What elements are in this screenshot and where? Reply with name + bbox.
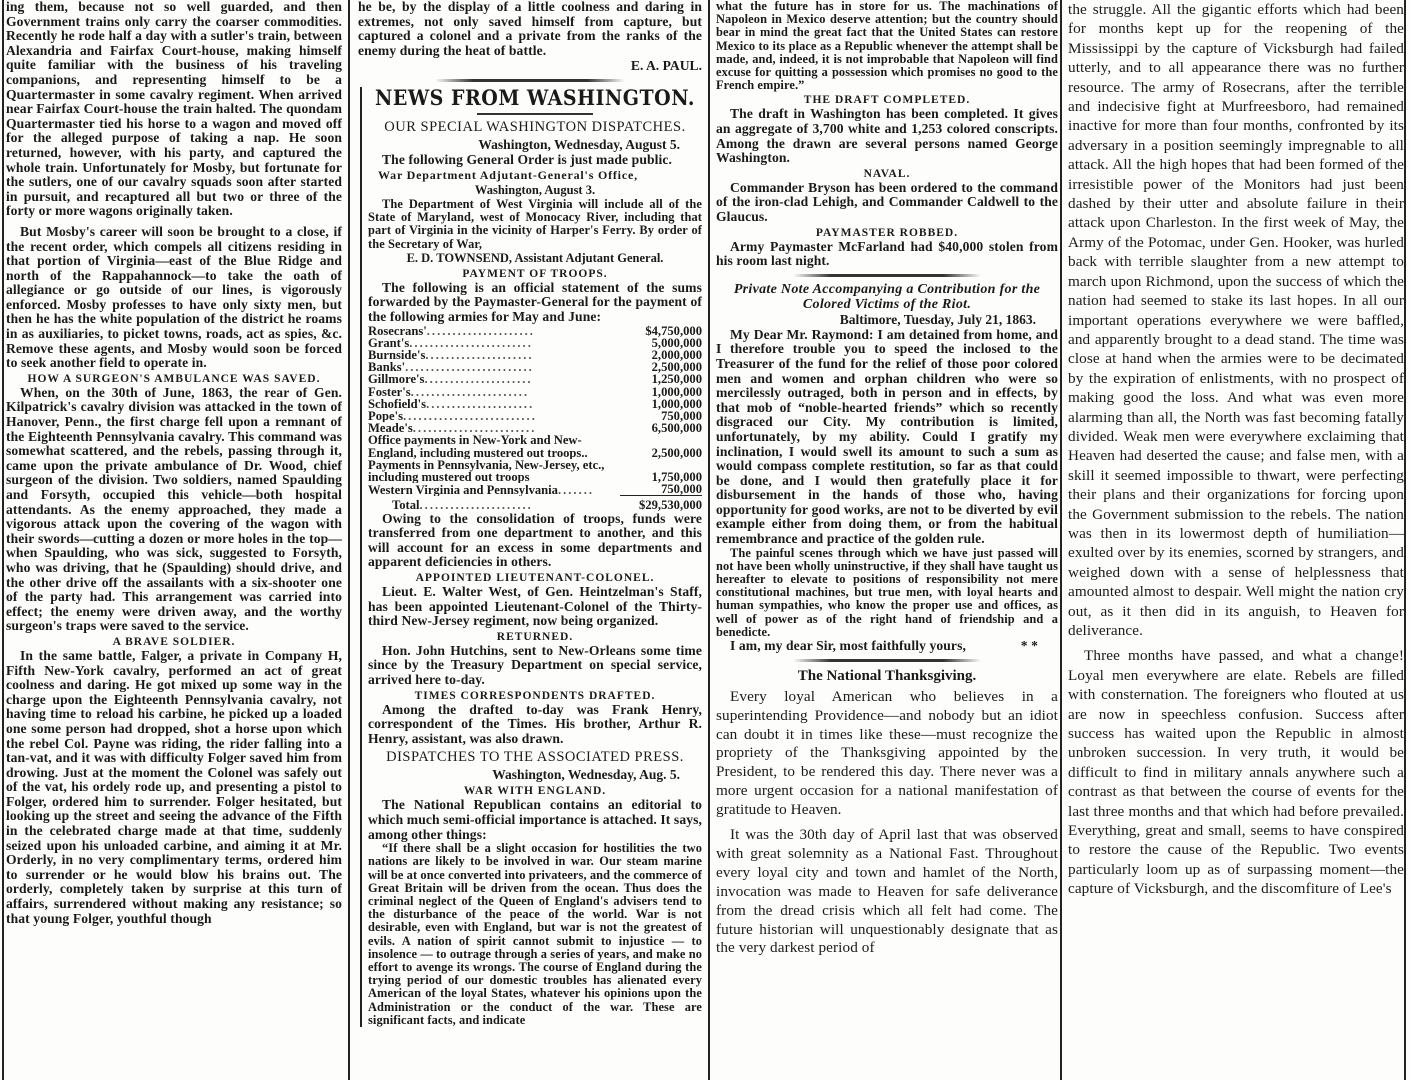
order-place: Washington, August 3. — [474, 182, 596, 197]
article-title: The National Thanksgiving. — [797, 667, 977, 684]
quoted-editorial: what the future has in store for us. The machinations of Napoleon in Mexico deserve attention; but the country should bear in mind the great fact that the United States can restore Mexico to its place as a Republic whenever the attempt shall be made, and, indeed, it is not improbable that Napoleon will find excuse for quitting a possession which promises no good to the French empire.” — [716, 0, 1058, 93]
order-text: The Department of West Virginia will include all of the State of Maryland, west of Monocacy River, including that part of Virginia in the vicinity of Harper's Ferry. By order of the Secretary of War, — [368, 196, 702, 251]
article-paragraph: Three months have passed, and what a change! Loyal men everywhere are elate. Rebels are filled with consternation. The foreigners who flouted at us are now in speechless confusion. Success after success has waited upon the Republic in almost unbroken succession. In very truth, it would be difficult to find in military annals anywhere such a contrast as that between the course of events for the last three months and that which had before prevailed. Everything, great and small, seems to have conspired to restore the cause of the Republic. Two events particularly loom up as of surpassing moment—the capture of Vicksburgh, and the discomfiture of Lee's — [1068, 647, 1404, 898]
section-heading: THE DRAFT COMPLETED. — [803, 94, 971, 107]
table-row: Schofield's..................... 1,000,000 — [368, 396, 702, 411]
article-title: Private Note Accompanying a Contribution for the Colored Victims of the Riot. — [733, 281, 1041, 312]
section-heading: DISPATCHES TO THE ASSOCIATED PRESS. — [386, 749, 684, 766]
article-paragraph: The following General Order is just made public. — [382, 152, 673, 168]
news-from-washington-section — [360, 87, 702, 1027]
section-heading: A BRAVE SOLDIER. — [112, 635, 236, 648]
table-row: Pope's.......................... 750,000 — [368, 408, 702, 423]
article-paragraph: It was the 30th day of April last that was observed with great solemnity as a National Fast. Throughout every loyal city and town and hamlet of the North, invocation was made to Heaven for safe deliverance from the dread crisis which all felt had come. The future historian will unquestionably designate that as the very darkest period of — [716, 826, 1058, 957]
article-paragraph: When, on the 30th of June, 1863, the rear of Gen. Kilpatrick's cavalry division was attacked in the town of Hanover, Penn., the first charge fell upon a remnant of the Eighteenth Pennsylvania cavalry. This command was somewhat scattered, and the rebels, passing through it, came upon the private ambulance of Dr. Wood, chief surgeon of the division. Two soldiers, named Spaulding and Forsyth, occupied this vehicle—both hospital attendants. As the enemy approached, they made a vigorous attack upon the covering of the wagon with their swords—cutting a dozen or more holes in the top—when Spaulding, who was sick, suggested to Forsyth, who was driving, that he (Spaulding) should drive, and the other drive off the assailants with a six-shooter one of the party had. This arrangement was carried into effect; the enemy were driven away, and the worthy surgeon's traps were saved to the service. — [6, 384, 342, 634]
article-paragraph: Owing to the consolidation of troops, funds were transferred from one department to another, and this will account for an excess in some departments and apparent deficiencies in others. — [368, 510, 702, 570]
section-heading: PAYMASTER ROBBED. — [815, 226, 959, 239]
dateline: Baltimore, Tuesday, July 21, 1863. — [839, 311, 1036, 327]
section-heading: OUR SPECIAL WASHINGTON DISPATCHES. — [384, 119, 686, 136]
article-paragraph: In the same battle, Falger, a private in Company H, Fifth New-York cavalry, performed an act of great coolness and daring. He got mixed up some way in the charge upon the Eighteenth Pennsylvania cavalry, not having time to reload his carbine, he picked up a loaded one some person had dropped, shot a horse upon which the rebel Col. Payne was riding, the rider falling into a tan-vat, and it was with difficulty Folger saved him from drowing. Just at the moment the Colonel was safely out of the vat, his ordely rode up, and presenting a pistol to Folger, ordered him to surrender. Folger hesitated, but looking up the street and seeing the advance of the Fifth in the celebrated charge made at that time, suddenly seized upon his unloaded carbine, and aiming it at Mr. Orderly, in no very complimentary terms, ordered him to surrender or he would blow his brains out. The orderly, completely taken by surprise at this turn of affairs, surrendered without making any resistance; so that young Folger, youthful though — [6, 647, 342, 926]
column-4 — [1068, 0, 1404, 1080]
section-heading: NAVAL. — [863, 167, 911, 180]
separator-rule — [793, 274, 981, 277]
dateline: Washington, Wednesday, August 5. — [478, 137, 680, 153]
column-rule — [1060, 0, 1062, 1080]
table-row: Burnside's..................... 2,000,000 — [368, 347, 702, 362]
article-paragraph: Every loyal American who believes in a superintending Providence—and nobody but an idiot can doubt it in times like these—must recognize the propriety of the Thanksgiving appointed by the President, to be rendered this day. There never was a more urgent occasion for a national manifestation of gratitude to Heaven. — [716, 687, 1058, 819]
quoted-editorial: “If there shall be a slight occasion for hostilities the two nations are likely to be involved in war. Our steam marine will be at once converted into privateers, and the commerce of Great Britain will be driven from the ocean. Thus does the criminal neglect of the Queen of England's advisers tend to the disturbance of the peace of the world. War is not desirable, even with England, but war is not the greatest of evils. A nation of spirit cannot submit to injustice — to insolence — to outrage through a series of years, and make no effort to avenge its wrongs. The course of England during the trying period of our domestic troubles has alienated every American of the loyal States, whatever his opinions upon the Administration or the conduct of the war. These are significant facts, and indicate — [368, 841, 702, 1027]
article-paragraph: The draft in Washington has been completed. It gives an aggregate of 3,700 white and 1,253 colored conscripts. Among the drawn are several persons named George Washington. — [716, 106, 1058, 166]
separator-rule — [793, 659, 981, 662]
dateline: Washington, Wednesday, Aug. 5. — [492, 767, 680, 783]
article-paragraph: the struggle. All the gigantic efforts which had been for months kept up for the reopening of the Mississippi by the capture of Vicksburgh had failed utterly, and to all appearance there was no further resource. The army of Rosecrans, after the terrible and indecisive fight at Murfreesboro, had remained inactive for more than four months, confronted by its adversary in a position seemingly impregnable to all attack. All the high hopes that had been formed of the irresistible power of the Monitors had just been dashed by their utter and absolute failure in their attack upon Charleston. In the first week of May, the Army of the Potomac, under Gen. Hooker, was hurled back with terrible slaughter from a new attempt to march upon Richmond, upon the success of which the nation had seemed to stake its last hopes. In all our important operations everywhere we were baffled, and apparently brought to a dead stand. The time was close at hand when the armies were to be decimated by the expiration of enlistments, with no prospect of making good the loss. And what was even more alarming than all, the North was fast becoming fatally divided. Weak men were everywhere exclaiming that Heaven had deserted the cause; and false men, with a skill it seemed impossible to thwart, were perfecting their plans and their organizations for forcing upon the Government submission to the rebels. The nation was then in its lowermost depth of humiliation—exulted over by its enemies, scorned by strangers, and weighed down with a sense of helplessness that amounted almost to despair. Well might the nation cry out, as it then did in its anguish, to Heaven for deliverance. — [1068, 1, 1404, 639]
column-1 — [6, 0, 342, 1080]
signature-mark: * * — [1020, 638, 1038, 654]
article-paragraph: Commander Bryson has been ordered to the command of the iron-clad Lehigh, and Commander Caldwell to the Glaucus. — [716, 179, 1058, 224]
article-paragraph: he be, by the display of a little coolness and daring in extremes, not only saved himself from capture, but captured a colonel and a private from the ranks of the enemy during the heat of battle. — [358, 0, 702, 58]
table-row: Payments in Pennsylvania, New-Jersey, etc., including mustered out troops 1,750,000 — [368, 458, 702, 484]
article-paragraph: Among the drafted to-day was Frank Henry, correspondent of the Times. His brother, Arthur R. Henry, assistant, was also drawn. — [368, 701, 702, 746]
article-paragraph: My Dear Mr. Raymond: I am detained from home, and I therefore trouble you to speed the inclosed to the Treasurer of the fund for the relief of those poor colored men and women and orphan children who were so mercilessly outraged, both in person and in effects, by that mob of “noble-hearted friends” which so recently disgraced our City. My contribution is limited, unfortunately, by my ability. Could I gratify my inclination, I would swell its amount to such a sum as would compass complete restitution, so far as that could be done, and I would then gratefully place it for disbursement in the hands of those who, having opportunity for good works, are not to be diverted by evil example either from doing them, or from the habitual remembrance and practice of the golden rule. — [716, 326, 1058, 547]
article-paragraph: ing them, because not so well guarded, and then Government trains only carry the coarser commodities. Recently he rode half a day with a sutler's train, between Alexandria and Fairfax Court-house, making himself quite familiar with the business of his traveling companions, and representing himself to be a Quartermaster in some cavalry regiment. When arrived near Fairfax Court-house the train halted. The quondam Quartermaster tied his horse to a wagon and moved off for the alleged purpose of taking a nap. He soon returned, however, with his party, and captured the whole train. Unfortunately for Mosby, but fortunate for the sutlers, one of our cavalry squads soon after started in pursuit, and recaptured all but two or three of the forty or more wagons originally taken. — [6, 0, 342, 219]
table-row: Office payments in New-York and New-England, including mustered out troops.. 2,500,000 — [368, 434, 702, 460]
table-row: Foster's....................... 1,000,000 — [368, 384, 702, 399]
column-rule — [348, 0, 350, 1080]
payment-table — [368, 325, 702, 512]
separator-rule — [435, 79, 624, 82]
table-row: Meade's........................ 6,500,000 — [368, 421, 702, 436]
table-row: Grant's........................ 5,000,000 — [368, 335, 702, 350]
section-heading: HOW A SURGEON'S AMBULANCE WAS SAVED. — [27, 372, 321, 385]
masthead-title: NEWS FROM WASHINGTON. — [375, 85, 695, 112]
total-row: Total...................... $29,530,000 — [368, 496, 702, 512]
article-paragraph: Lieut. E. Walter West, of Gen. Heintzelman's Staff, has been appointed Lieutenant-Colonel of the Thirty-third New-Jersey regiment, now being organized. — [368, 583, 702, 629]
article-paragraph: The following is an official statement of the sums forwarded by the Paymaster-General for the payment of the following armies for May and June: — [368, 279, 702, 324]
article-paragraph: The painful scenes through which we have just passed will not have been wholly uninstructive, if they shall have taught us hereafter to elevate to positions of responsibility not mere constitutional machines, but true men, with loyal hearts and human sympathies, who know the proper use and offices, as well of power as of the right hand of friendship and a benedicte. — [716, 545, 1058, 639]
section-heading: WAR WITH ENGLAND. — [463, 785, 607, 798]
byline-signature: E. A. PAUL. — [630, 58, 702, 74]
section-heading: TIMES CORRESPONDENTS DRAFTED. — [414, 689, 656, 702]
order-signed: E. D. TOWNSEND, Assistant Adjutant General. — [406, 250, 664, 265]
section-heading: RETURNED. — [496, 630, 574, 643]
letter-closing: I am, my dear Sir, most faithfully yours, * * — [716, 639, 1058, 654]
article-paragraph: Army Paymaster McFarland had $40,000 stolen from his room last night. — [716, 238, 1058, 269]
column-rule — [2, 0, 4, 1080]
article-paragraph: Hon. John Hutchins, sent to New-Orleans some time since by the Treasury Department on special service, arrived here to-day. — [368, 642, 702, 687]
article-paragraph: The National Republican contains an editorial to which much semi-official importance is attached. It says, among other things: — [368, 797, 702, 842]
article-paragraph: But Mosby's career will soon be brought to a close, if the recent order, which compels all citizens residing in that portion of Virginia—east of the Blue Ridge and north of the Rappahannock—to take the oath of allegiance or go outside of our lines, is vigorously enforced. Mosby professes to have only sixty men, but then he has the white population of the district he roams in as auxiliaries, to picket towns, roads, act as spies, &c. Remove these agents, and Mosby would soon be forced to seek another field to operate in. — [6, 223, 342, 371]
table-row: Gillmore's..................... 1,250,000 — [368, 372, 702, 387]
table-row: Western Virginia and Pennsylvania....... 750,000 — [368, 482, 702, 497]
column-3 — [716, 0, 1058, 1080]
column-rule — [708, 0, 710, 1080]
table-row: Banks'......................... 2,500,000 — [368, 360, 702, 375]
column-rule — [1404, 0, 1406, 1080]
section-heading: APPOINTED LIEUTENANT-COLONEL. — [415, 571, 655, 584]
separator-rule — [477, 113, 594, 115]
order-office: War Department Adjutant-General's Office, — [378, 167, 638, 182]
section-heading: PAYMENT OF TROOPS. — [462, 267, 608, 280]
column-2 — [358, 0, 702, 1080]
table-row: Rosecrans'..................... $4,750,000 — [368, 323, 702, 338]
